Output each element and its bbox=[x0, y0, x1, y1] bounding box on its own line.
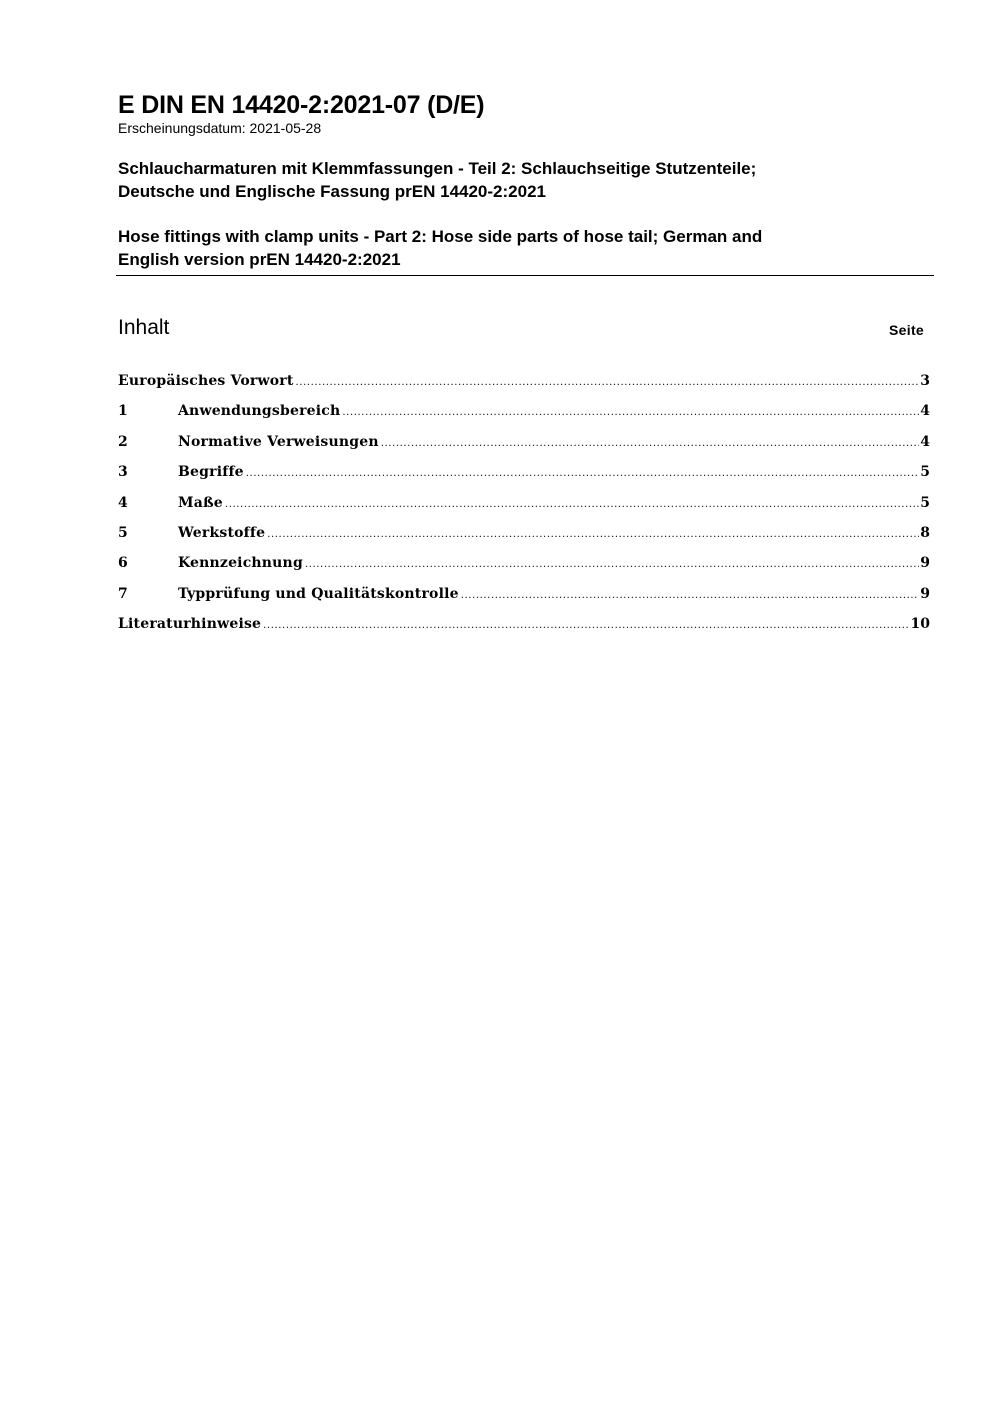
toc-entry-title: Europäisches Vorwort bbox=[118, 373, 294, 389]
document-id: E DIN EN 14420-2:2021-07 (D/E) bbox=[118, 91, 485, 119]
toc-entry-title: Normative Verweisungen bbox=[178, 433, 379, 450]
toc-entry[interactable] bbox=[118, 400, 930, 430]
toc-entry-number: 6 bbox=[118, 555, 128, 572]
toc-entry-title: Typprüfung und Qualitätskontrolle bbox=[178, 585, 459, 602]
toc-entry[interactable] bbox=[118, 613, 930, 643]
toc-entry-title: Anwendungsbereich bbox=[178, 403, 341, 420]
toc-entry[interactable] bbox=[118, 431, 930, 461]
header-divider bbox=[116, 275, 934, 276]
toc-entry-number: 3 bbox=[118, 464, 128, 481]
toc-dot-leader bbox=[342, 402, 919, 424]
toc-dot-leader bbox=[225, 494, 919, 516]
toc-entry[interactable] bbox=[118, 522, 930, 552]
toc-entry-page: 8 bbox=[920, 524, 930, 541]
toc-dot-leader bbox=[296, 372, 920, 394]
toc-entry[interactable] bbox=[118, 552, 930, 582]
toc-dot-leader bbox=[381, 433, 920, 455]
toc-entry-page: 4 bbox=[920, 403, 930, 420]
title-english-line: Hose fittings with clamp units - Part 2: Hose side parts of hose tail; German and bbox=[118, 227, 763, 246]
toc-entry-title: Maße bbox=[178, 494, 223, 511]
toc-page-label: Seite bbox=[889, 322, 924, 338]
toc-entry-page: 3 bbox=[920, 373, 930, 389]
publication-date: Erscheinungsdatum: 2021-05-28 bbox=[118, 120, 322, 136]
toc-entry[interactable] bbox=[118, 461, 930, 491]
toc-entry[interactable] bbox=[118, 492, 930, 522]
toc-dot-leader bbox=[461, 585, 920, 607]
title-english-line: English version prEN 14420-2:2021 bbox=[118, 250, 401, 269]
toc-entry-page: 9 bbox=[920, 585, 930, 602]
table-of-contents bbox=[118, 370, 930, 644]
toc-entry[interactable] bbox=[118, 370, 930, 400]
toc-entry-page: 4 bbox=[920, 433, 930, 450]
toc-entry-number: 1 bbox=[118, 403, 128, 420]
title-german-line: Deutsche und Englische Fassung prEN 14420-2:2021 bbox=[118, 182, 546, 201]
toc-entry-page: 9 bbox=[920, 555, 930, 572]
document-header bbox=[118, 90, 934, 271]
toc-dot-leader bbox=[263, 615, 909, 637]
toc-entry-title: Werkstoffe bbox=[178, 524, 266, 541]
toc-heading: Inhalt bbox=[118, 316, 170, 339]
toc-entry-number: 4 bbox=[118, 494, 128, 511]
title-english bbox=[118, 225, 934, 271]
title-german-line: Schlaucharmaturen mit Klemmfassungen - Teil 2: Schlauchseitige Stutzenteile; bbox=[118, 159, 757, 178]
toc-entry[interactable] bbox=[118, 583, 930, 613]
toc-entry-page: 5 bbox=[920, 464, 930, 481]
toc-entry-page: 10 bbox=[910, 616, 930, 633]
toc-entry-title: Begriffe bbox=[178, 464, 244, 481]
toc-dot-leader bbox=[305, 554, 919, 576]
toc-entry-number: 7 bbox=[118, 585, 128, 602]
toc-dot-leader bbox=[246, 463, 919, 485]
toc-entry-number: 2 bbox=[118, 433, 128, 450]
toc-entry-number: 5 bbox=[118, 524, 128, 541]
toc-entry-page: 5 bbox=[920, 494, 930, 511]
toc-dot-leader bbox=[267, 524, 919, 546]
title-german bbox=[118, 157, 934, 203]
toc-entry-title: Literaturhinweise bbox=[118, 616, 262, 633]
toc-entry-title: Kennzeichnung bbox=[178, 555, 303, 572]
